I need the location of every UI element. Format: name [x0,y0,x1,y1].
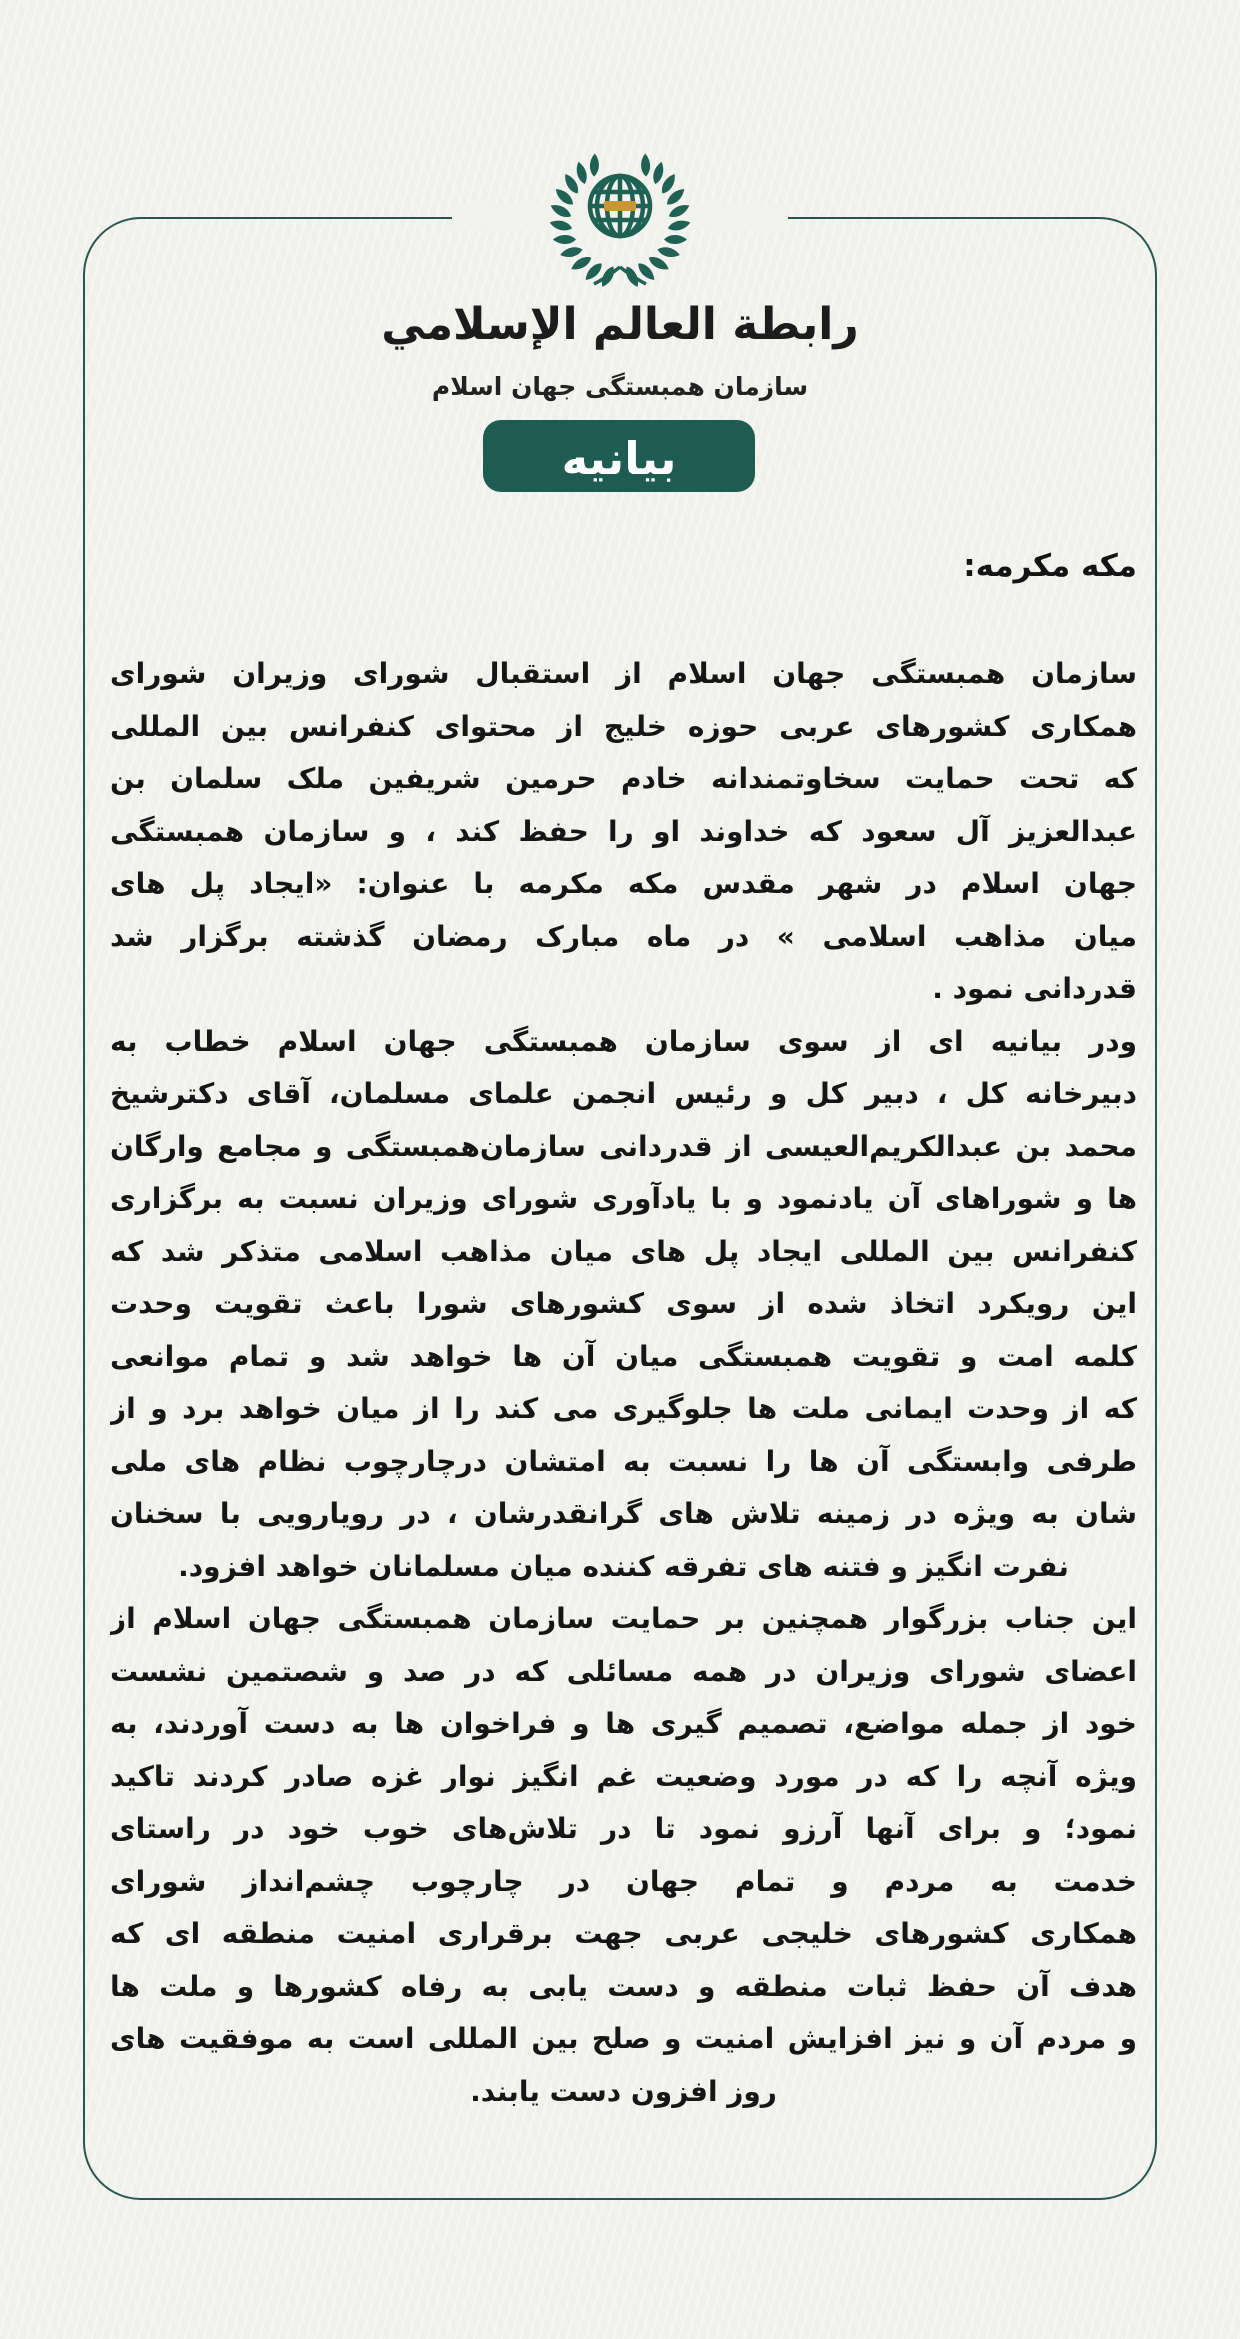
body-line: که تحت حمایت سخاوتمندانه خادم حرمین شریفین ملک سلمان بن [110,762,1137,795]
statement-banner-label: بیانیه [561,431,677,485]
body-line: خدمت به مردم و تمام جهان در چارچوب چشم‌انداز شورای [110,1864,1137,1898]
body-line: دبیرخانه کل ، دبیر کل و رئیس انجمن علمای مسلمان، آقای دکترشیخ [110,1077,1137,1110]
body-line: روز افزون دست یابند. [470,2074,777,2108]
kiswa-band [604,201,636,211]
body-line: جهان اسلام در شهر مقدس مکه مکرمه با عنوان: «ایجاد پل های [110,867,1137,900]
body-line: اعضای شورای وزیران در همه مسائلی که در صد و شصتمین نشست [110,1654,1137,1688]
body-line: همکاری کشورهای خلیجی عربی جهت برقراری امنیت منطقه ای که [110,1917,1137,1950]
body-line: خود از جمله مواضع، تصمیم گیری ها و فراخوان ها به دست آوردند، به [110,1707,1137,1740]
body-line: و مردم آن و نیز افزایش امنیت و صلح بین المللی است به موفقیت های [110,2022,1137,2055]
body-line: کلمه امت و تقویت همبستگی میان آن ها خواهد شد و تمام موانعی [110,1339,1137,1373]
paragraph-3 [110,1593,1137,2118]
body-line: نفرت انگیز و فتنه های تفرقه کننده میان مسلمانان خواهد افزود. [178,1549,1069,1583]
paragraph-1 [110,648,1137,1016]
statement-body [110,648,1137,2118]
body-line: ها و شوراهای آن یادنمود و با یادآوری شورای وزیران نسبت به برگزاری [110,1182,1137,1215]
body-line: هدف آن حفظ ثبات منطقه و دست یابی به رفاه کشورها و ملت ها [110,1969,1137,2003]
body-line: ودر بیانیه ای از سوی سازمان همبستگی جهان اسلام خطاب به [110,1024,1137,1058]
body-line: عبدالعزیز آل سعود که خداوند او را حفظ کند ، و سازمان همبستگی [110,814,1137,848]
organization-name: سازمان همبستگی جهان اسلام [431,372,809,401]
body-line: سازمان همبستگی جهان اسلام از استقبال شورای وزیران شورای [110,657,1137,690]
body-line: طرفی وابستگی آن ها را نسبت به امتشان درچارچوب نظام های ملی [110,1444,1137,1478]
body-line: قدردانی نمود . [932,972,1137,1005]
body-line: نمود؛ و برای آنها آرزو نمود تا در تلاش‌های خوب خود در راستای [110,1812,1137,1845]
globe-laurel-wreath-emblem-icon [550,146,690,290]
league-calligraphy-title: رابطة العالم الإسلامي [381,299,859,350]
body-line: ویژه آنچه را که در مورد وضعیت غم انگیز نوار غزه صادر کردند تاکید [110,1759,1137,1793]
body-line: که از وحدت ایمانی ملت ها جلوگیری می کند را از میان خواهد برد و از [110,1392,1137,1425]
statement-banner [483,420,755,492]
body-line: این جناب بزرگوار همچنین بر حمایت سازمان همبستگی جهان اسلام از [110,1602,1137,1635]
body-line: شان به ویژه در زمینه تلاش های گرانقدرشان ، در رویارویی با سخنان [110,1497,1137,1530]
body-line: کنفرانس بین المللی ایجاد پل های میان مذاهب اسلامی متذکر شد که [110,1234,1137,1268]
salutation-heading: مکه مکرمه: [963,548,1137,584]
paragraph-2 [110,1016,1137,1594]
body-line: همکاری کشورهای عربی حوزه خلیج از محتوای کنفرانس بین المللی [110,709,1137,743]
body-line: این رویکرد اتخاذ شده از سوی کشورهای شورا باعث تقویت وحدت [110,1287,1137,1320]
body-line: میان مذاهب اسلامی » در ماه مبارک رمضان گذشته برگزار شد [110,919,1137,953]
body-line: محمد بن عبدالکریم‌العیسی از قدردانی سازمان‌همبستگی و مجامع وارگان [110,1129,1137,1163]
